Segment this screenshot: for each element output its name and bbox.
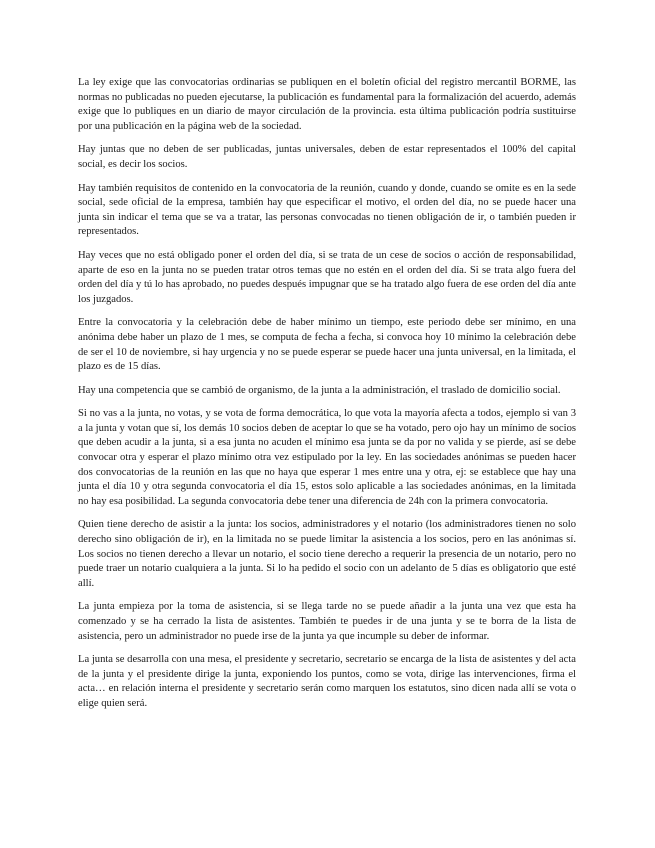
paragraph-competence-change: Hay una competencia que se cambió de organismo, de la junta a la administración, el traslado de domicilio social. bbox=[78, 384, 561, 396]
paragraph-borme-publication: La ley exige que las convocatorias ordinarias se publiquen en el boletín oficial del registro mercantil BORME, las normas no publicadas no pueden ejecutarse, la publicación es fundamental para la formalización del acuerdo, además exige que lo publiques en un diario de mayor circulación de la provincia. esta última publicación podría sustituirse por una publicación en la página web de la sociedad. bbox=[78, 77, 576, 132]
paragraph-voting: Si no vas a la junta, no votas, y se vota de forma democrática, lo que vota la mayoría afecta a todos, ejemplo si van 3 a la junta y votan que sí, los demás 10 socios deben de aceptar lo que se ha votado, pero ojo hay un mínimo de socios que deben acudir a la junta, si a esa junta no acuden el mínimo esa junta se da por no valida y se pierde, así se debe convocar otra y esperar el plazo mínimo otra vez estipulado por la ley. En las sociedades anónimas se pueden hacer dos convocatorias de la reunión en las que no haya que esperar 1 mes entre una y otra, ej: se establece que hay una junta el día 10 y otra segunda convocatoria el día 15, estos solo aplicable a las sociedades anónimas, en la limitada no hay esa posibilidad. La segunda convocatoria debe tener una diferencia de 24h con la primera convocatoria. bbox=[78, 408, 576, 507]
paragraph-agenda: Hay veces que no está obligado poner el orden del día, si se trata de un cese de socios o acción de responsabilidad, aparte de eso en la junta no se pueden tratar otros temas que no estén en el orden del día. Si se trata algo fuera del orden del día y tú lo has aprobado, no puedes después impugnar que se ha tratado algo fuera de ese orden del día ante los juzgados. bbox=[78, 249, 576, 305]
paragraph-meeting-board: La junta se desarrolla con una mesa, el presidente y secretario, secretario se encarga de la lista de asistentes y del acta de la junta y el presidente dirige la junta, exponiendo los puntos, como se vota, dirige las intervenciones, firma el acta… en relación interna el presidente y secretario serán como marquen los estatutos, sino dicen nada allí se vota o elige quien será. bbox=[78, 654, 576, 709]
paragraph-notice-period: Entre la convocatoria y la celebración debe de haber mínimo un tiempo, este periodo debe ser mínimo, en una anónima debe haber un plazo de 1 mes, se computa de fecha a fecha, si convoca hoy 10 mínimo la celebración debe de ser el 10 de noviembre, si hay urgencia y no se puede esperar se puede hacer una junta universal, en la limitada, el plazo es de 15 días. bbox=[78, 317, 576, 373]
paragraph-universal-meetings: Hay juntas que no deben de ser publicadas, juntas universales, deben de estar representados el 100% del capital social, es decir los socios. bbox=[78, 144, 576, 170]
document-body bbox=[78, 76, 576, 721]
paragraph-attendance-list: La junta empieza por la toma de asistencia, si se llega tarde no se puede añadir a la junta una vez que esta ha comenzado y se ha cerrado la lista de asistentes. También te puedes ir de una junta y se te borra de la lista de asistencia, pero un administrador no puede irse de la junta ya que incumple su deber de informar. bbox=[78, 601, 576, 642]
paragraph-attendance-rights: Quien tiene derecho de asistir a la junta: los socios, administradores y el notario (los administradores tienen no solo derecho sino obligación de ir), en la limitada no se puede limitar la asistencia a los socios, pero en las anónimas sí. Los socios no tienen derecho a llevar un notario, el socio tiene derecho a requerir la presencia de un notario, pero no puede traer un notario cualquiera a la junta. Si lo ha pedido el socio con un adelanto de 5 días es obligatorio que esté allí. bbox=[78, 519, 576, 589]
paragraph-content-requirements: Hay también requisitos de contenido en la convocatoria de la reunión, cuando y donde, cuando se omite es en la sede social, sede oficial de la empresa, también hay que especificar el motivo, el orden del día, no se puede hacer una junta sin indicar el tema que se va a tratar, las personas convocadas no tienen obligación de ir, o también pueden ir representados. bbox=[78, 182, 576, 238]
